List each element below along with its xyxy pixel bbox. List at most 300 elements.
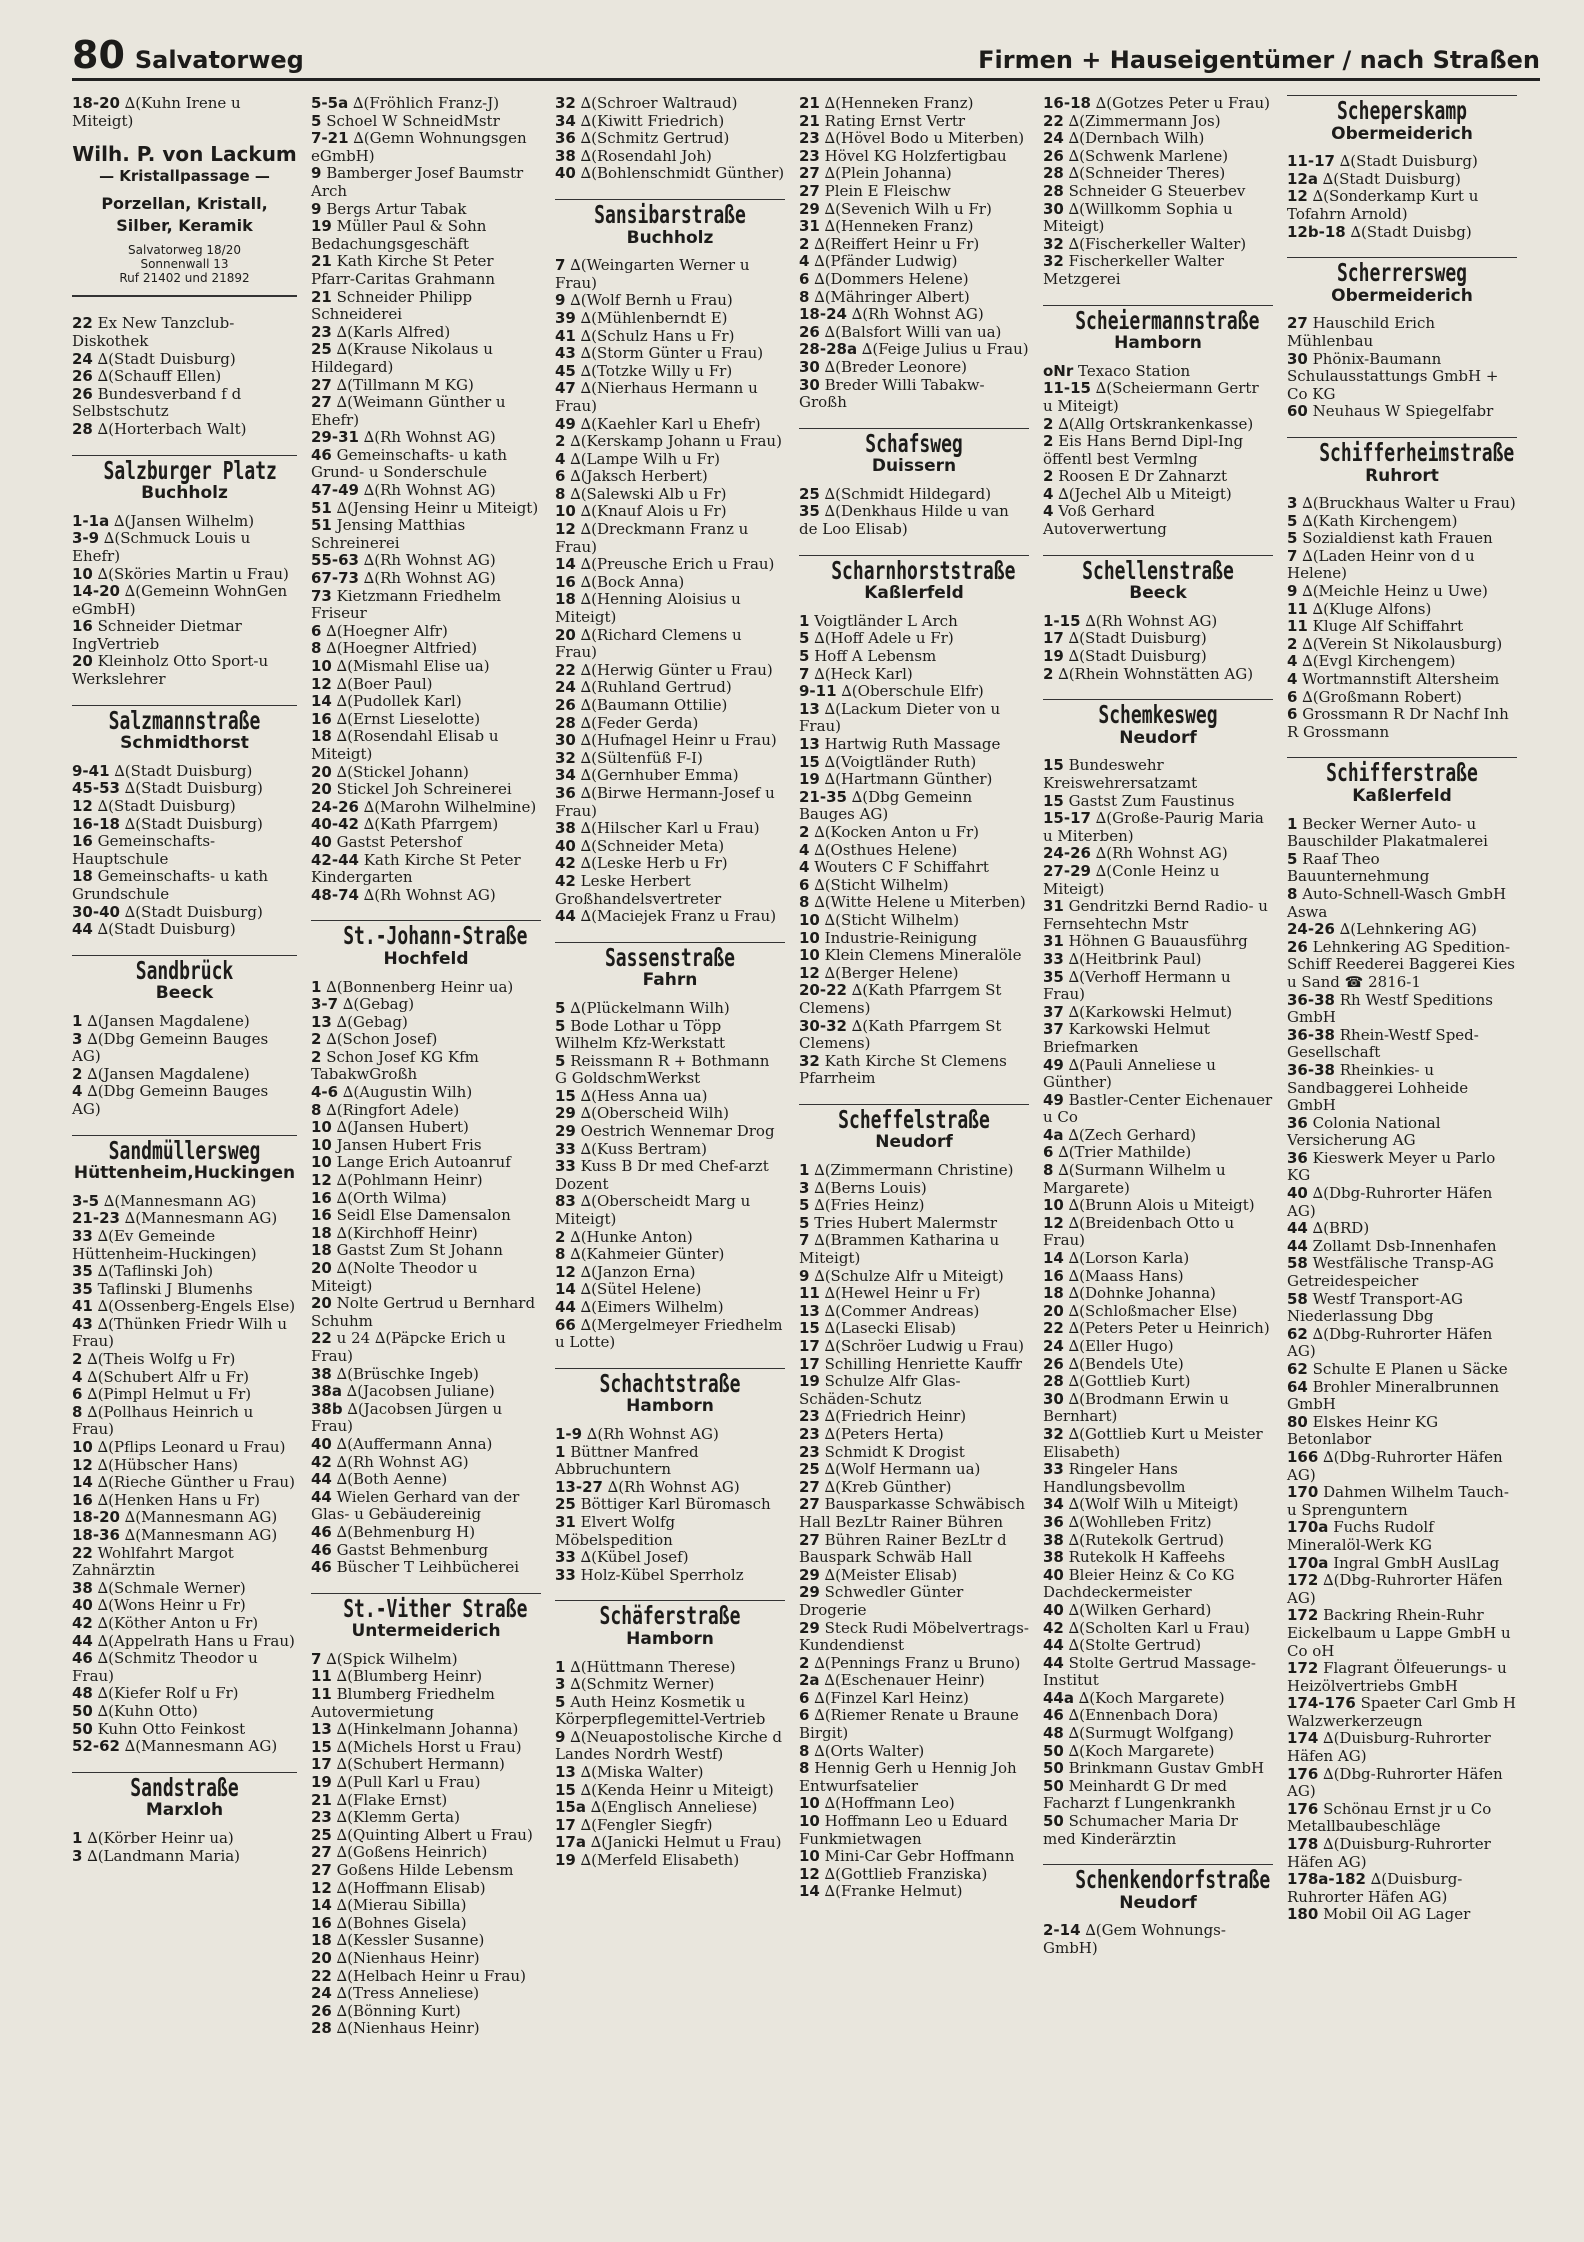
owner-name: ∆(Trier Mathilde) [1058,1143,1192,1162]
address-entry [311,95,541,113]
address-entry [799,1532,1029,1567]
owner-name: Schoel W SchneidMstr [326,111,500,130]
owner-name: ∆(Schmale Werner) [97,1578,246,1597]
owner-name: ∆(Schon Josef) [326,1030,438,1049]
address-entry [72,1580,297,1598]
owner-name: ∆(Osthues Helene) [814,840,958,859]
house-number: 28 [311,2019,332,2038]
district-name: Buchholz [626,227,714,248]
owner-name: ∆(Hoffmann Elisab) [336,1878,486,1897]
address-entry [799,1215,1029,1233]
house-number: 17 [1043,629,1064,648]
address-entry [311,1651,541,1669]
owner-name: ∆(Rh Wohnst AG) [1095,844,1228,863]
owner-name: Wortmannstift Altersheim [1302,670,1500,689]
address-entry [1287,1326,1517,1361]
house-number: 5 [1287,529,1298,548]
owner-name: ∆(Rieche Günther u Frau) [97,1473,295,1492]
house-number: 17a [555,1833,586,1852]
owner-name: ∆(Sticht Wilhelm) [824,910,960,929]
owner-name: ∆(Klemm Gerta) [336,1808,460,1827]
house-number: 37 [1043,1002,1064,1021]
directory-column [311,95,541,2038]
owner-name: ∆(Hoegner Alfr) [326,621,448,640]
address-entry [799,1356,1029,1374]
house-number: 44 [1287,1236,1308,1255]
address-entry [311,1897,541,1915]
house-number: 26 [799,322,820,341]
owner-name: Brohler Mineralbrunnen GmbH [1287,1377,1500,1414]
address-entry [555,521,785,556]
address-entry [799,183,1029,201]
address-entry [72,1597,297,1615]
house-number: 51 [311,498,332,517]
address-entry [1287,1484,1517,1519]
owner-name: ∆(Pudollek Karl) [336,692,462,711]
house-number: 30-40 [72,902,120,921]
address-entry [72,386,297,421]
house-number: 1 [72,1011,83,1030]
owner-name: ∆(Nienhaus Heinr) [336,1948,480,1967]
house-number: 15 [1043,756,1064,775]
house-number: 4-6 [311,1083,339,1102]
address-entry [1043,1496,1273,1514]
house-number: 24-26 [1287,920,1335,939]
address-entry [1043,1549,1273,1567]
section-title: Firmen + Hauseigentümer / nach Straßen [978,46,1540,74]
address-entry [799,1813,1029,1848]
street-heading [555,199,785,247]
house-number: 21 [799,94,820,112]
owner-name: ∆(Ev Gemeinde Hüttenheim-Huckingen) [72,1226,257,1263]
owner-name: ∆(Hövel Bodo u Miterben) [824,129,1025,148]
address-entry [311,1225,541,1243]
street-heading [1043,305,1273,353]
district-name: Kaßlerfeld [1352,786,1452,806]
address-entry [311,640,541,658]
address-entry [1287,188,1517,223]
owner-name: ∆(Verhoff Hermann u Frau) [1043,967,1231,1004]
ad-products: Porzellan, Kristall, Silber, Keramik [101,194,268,236]
address-entry [555,165,785,183]
address-entry [311,377,541,395]
house-number: 12b-18 [1287,222,1346,241]
house-number: 44 [311,1470,332,1489]
house-number: 4 [799,252,810,271]
owner-name: ∆(Nierhaus Hermann u Frau) [555,379,758,415]
house-number: 3 [72,1029,83,1048]
owner-name: ∆(Koch Margarete) [1068,1741,1215,1760]
street-name: Schifferheimstraße [1319,437,1515,467]
owner-name: ∆(Duisburg-Ruhrorter Häfen AG) [1287,1729,1491,1766]
owner-name: Becker Werner Auto- u Bauschilder Plakatmalerei [1287,814,1488,851]
owner-name: Hennig Gerh u Hennig Joh Entwurfsatelier [799,1759,1017,1795]
house-number: 5 [555,998,566,1017]
address-entry [799,683,1029,701]
house-number: 58 [1287,1289,1308,1308]
district-name: Duissern [871,456,957,477]
house-number: 36 [1287,1148,1308,1167]
address-entry [799,148,1029,166]
owner-name: ∆(Rh Wohnst AG) [586,1424,719,1443]
house-number: 49 [555,414,576,433]
house-number: 24-26 [311,797,359,816]
address-entry [311,1119,541,1137]
owner-name: ∆(Neuapostolische Kirche d Landes Nordrh Westf) [555,1727,783,1764]
house-number: 10 [555,502,576,521]
house-number: 18-24 [799,305,847,324]
house-number: 41 [555,326,576,345]
house-number: 166 [1287,1447,1319,1466]
house-number: 10 [799,910,820,929]
owner-name: ∆(Witte Helene u Miterben) [814,893,1026,912]
owner-name: Jansen Hubert Fris [336,1135,482,1154]
house-number: 176 [1287,1799,1319,1818]
house-number: 33 [555,1548,576,1567]
house-number: 24 [311,1984,332,2003]
house-number: 15a [555,1798,586,1817]
address-entry [555,697,785,715]
owner-name: ∆(Brüschke Ingeb) [336,1364,479,1383]
house-number: 29 [799,1618,820,1637]
address-entry [311,1844,541,1862]
house-number: 178a-182 [1287,1870,1366,1889]
address-entry [1287,1519,1517,1554]
address-entry [72,1439,297,1457]
address-entry [311,996,541,1014]
address-entry [1043,1162,1273,1197]
owner-name: ∆(Sticht Wilhelm) [814,875,949,894]
house-number: 12 [1043,1213,1064,1232]
owner-name: ∆(Goßens Heinrich) [336,1843,488,1862]
house-number: 6 [799,1688,810,1707]
house-number: 47 [555,379,576,398]
owner-name: Seidl Else Damensalon [336,1206,511,1225]
address-entry [1287,1607,1517,1660]
house-number: 26 [311,2001,332,2020]
house-number: 5 [799,1196,810,1215]
house-number: 45 [555,361,576,380]
owner-name: ∆(Schauff Ellen) [97,367,222,386]
house-number: 21 [311,1790,332,1809]
street-heading [72,705,297,753]
house-number: 22 [72,314,93,333]
house-number: 27 [799,1495,820,1514]
street-heading [72,955,297,1003]
house-number: 10 [72,1438,93,1457]
house-number: 40 [311,1434,332,1453]
house-number: 2a [799,1671,820,1690]
district-name: Obermeiderich [1331,285,1473,306]
owner-name: ∆(Jensing Heinr u Miteigt) [336,498,539,517]
owner-name: ∆(Dreckmann Franz u Frau) [555,520,749,556]
owner-name: ∆(Plein Johanna) [824,164,952,183]
house-number: 16 [72,617,93,636]
owner-name: ∆(Ossenberg-Engels Else) [97,1297,296,1316]
owner-name: ∆(Zech Gerhard) [1068,1125,1197,1144]
house-number: 33 [1043,949,1064,968]
district-name: Ruhrort [1365,465,1439,486]
address-entry [1043,1338,1273,1356]
house-number: 16-18 [72,814,120,833]
owner-name: ∆(Jacobsen Juliane) [346,1382,495,1401]
address-entry [1287,689,1517,707]
owner-name: Backring Rhein-Ruhr Eickelbaum u Lappe GmbH u Co oH [1287,1606,1511,1660]
owner-name: Kath Kirche St Clemens Pfarrheim [799,1051,1007,1088]
address-entry [311,1471,541,1489]
house-number: 27 [799,164,820,183]
owner-name: ∆(Wolf Bernh u Frau) [570,291,733,310]
address-entry [72,1228,297,1263]
owner-name: ∆(Storm Günter u Frau) [580,344,764,363]
page-header [72,33,1540,81]
directory-column [799,95,1029,2038]
owner-name: ∆(Feige Julius u Frau) [861,340,1029,359]
owner-name: ∆(Hinkelmann Johanna) [336,1720,519,1739]
owner-name: Bühren Rainer BezLtr d Bauspark Schwäb Hall [799,1530,1007,1567]
house-number: 2 [799,234,810,253]
address-entry [555,1317,785,1352]
address-entry [555,873,785,908]
address-entry [555,1764,785,1782]
house-number: 26 [72,384,93,403]
house-number: 22 [311,1329,332,1348]
address-entry [1043,1707,1273,1725]
house-number: 27 [799,181,820,200]
owner-name: ∆(Kaehler Karl u Ehefr) [580,414,761,433]
district-name: Hamborn [1114,333,1202,354]
house-number: 35 [1043,967,1064,986]
owner-name: ∆(Tillmann M KG) [336,375,474,394]
address-entry [72,868,297,903]
house-number: 1-1a [72,511,110,530]
house-number: 44 [1043,1653,1064,1672]
house-number: 25 [799,484,820,503]
owner-name: ∆(Dbg Gemeinn Bauges AG) [72,1029,269,1066]
house-number: 20 [311,1948,332,1967]
address-entry [311,1436,541,1454]
address-entry [311,1102,541,1120]
address-entry [311,1383,541,1401]
house-number: 2 [311,1030,322,1049]
address-entry [555,257,785,292]
address-entry [311,552,541,570]
owner-name: Mobil Oil AG Lager [1323,1905,1471,1924]
house-number: 46 [311,1522,332,1541]
house-number: 47-49 [311,481,359,500]
house-number: 174-176 [1287,1694,1356,1713]
address-entry [799,1303,1029,1321]
address-entry [1043,130,1273,148]
house-number: 36 [555,129,576,148]
house-number: 1 [72,1828,83,1847]
house-number: 10 [799,928,820,947]
address-entry [555,486,785,504]
house-number: 8 [1287,884,1298,903]
owner-name: Karkowski Helmut Briefmarken [1043,1020,1210,1056]
house-number: 7 [311,1649,322,1668]
address-entry [311,781,541,799]
house-number: 26 [555,696,576,714]
owner-name: Meinhardt G Dr med Facharzt f Lungenkrankh [1043,1776,1236,1813]
address-entry [1287,1906,1517,1924]
owner-name: Höhnen G Bauausführg [1068,932,1248,951]
owner-name: ∆(Ennenbach Dora) [1068,1706,1219,1725]
house-number: 2-14 [1043,1921,1081,1940]
house-number: 7 [799,1231,810,1250]
house-number: 4 [555,449,566,468]
address-entry [555,113,785,131]
house-number: 8 [1043,1161,1054,1180]
address-entry [1043,863,1273,898]
address-entry [1043,1602,1273,1620]
district-name: Neudorf [1119,727,1197,748]
address-entry [555,1246,785,1264]
house-number: 39 [555,308,576,327]
address-entry [311,979,541,997]
owner-name: ∆(Breder Leonore) [824,357,967,376]
address-entry [311,1190,541,1208]
owner-name: ∆(Stadt Duisburg) [97,797,236,816]
house-number: 44 [555,1298,576,1316]
address-entry [72,1066,297,1084]
address-entry [555,363,785,381]
owner-name: ∆(Eller Hugo) [1068,1337,1174,1355]
address-entry [799,824,1029,842]
house-number: 24 [1043,1337,1064,1355]
house-number: 27 [799,1477,820,1496]
address-entry [799,1053,1029,1088]
district-name: Neudorf [875,1132,953,1153]
ad-firm-name: Wilh. P. von Lackum [72,142,297,167]
house-number: 1-9 [555,1424,583,1443]
owner-name: ∆(Jechel Alb u Miteigt) [1058,484,1232,503]
address-entry [555,1694,785,1729]
house-number: 2 [1043,467,1054,486]
address-entry [1287,1414,1517,1449]
owner-name: Dahmen Wilhelm Tauch- u Sprenguntern [1287,1483,1509,1519]
address-entry [311,289,541,324]
owner-name: ∆(Mühlenberndt E) [580,308,728,327]
owner-name: ∆(Breidenbach Otto u Frau) [1043,1213,1235,1250]
house-number: 73 [311,586,332,605]
owner-name: ∆(Kluge Alfons) [1312,599,1432,618]
street-heading [1287,437,1517,485]
address-entry [311,728,541,763]
address-entry [1043,793,1273,811]
owner-name: ∆(Kessler Susanne) [336,1931,485,1950]
owner-name: Eis Hans Bernd Dipl-Ing öffentl best Vermlng [1043,432,1244,468]
owner-name: ∆(Kreb Günther) [824,1477,952,1496]
owner-name: ∆(Jacobsen Jürgen u Frau) [311,1399,503,1436]
address-entry [799,1444,1029,1462]
owner-name: ∆(Duisburg-Ruhrorter Häfen AG) [1287,1870,1463,1906]
house-number: 10 [799,1812,820,1831]
owner-name: ∆(Heck Karl) [814,664,913,683]
house-number: 1 [1287,814,1298,833]
owner-name: Neuhaus W Spiegelfabr [1312,402,1494,421]
owner-name: ∆(Heitbrink Paul) [1068,949,1202,968]
district-name: Fahrn [642,970,698,991]
house-number: 12 [311,674,332,693]
house-number: 13 [799,1301,820,1320]
house-number: 22 [1043,1319,1064,1338]
house-number: 15 [799,1319,820,1338]
house-number: 4 [1043,484,1054,503]
owner-name: Elvert Wolfg Möbelspedition [555,1512,676,1549]
house-number: 24-26 [1043,844,1091,863]
street-name: Sansibarstraße [594,199,746,229]
address-entry [1043,1215,1273,1250]
address-entry [311,1295,541,1330]
owner-name: ∆(Dbg-Ruhrorter Häfen AG) [1287,1184,1493,1220]
address-entry [1043,1320,1273,1338]
address-entry [799,201,1029,219]
address-entry [799,1883,1029,1901]
address-entry [799,253,1029,271]
address-entry [1043,1285,1273,1303]
address-entry [311,1454,541,1472]
owner-name: u 24 ∆(Päpcke Erich u Frau) [311,1329,506,1365]
address-entry [555,328,785,346]
address-entry [1287,1871,1517,1906]
owner-name: ∆(Auffermann Anna) [336,1434,493,1453]
house-number: 18 [555,590,576,609]
house-number: 2 [555,1227,566,1246]
house-number: 42-44 [311,850,359,869]
address-entry [555,1018,785,1053]
owner-name: ∆(Merfeld Elisabeth) [580,1851,740,1870]
house-number: 20 [311,1294,332,1313]
address-entry [1287,1238,1517,1256]
house-number: 44 [311,1487,332,1506]
owner-name: ∆(Stadt Duisburg) [1068,647,1207,666]
owner-name: Voß Gerhard Autoverwertung [1043,502,1167,539]
house-number: 22 [555,660,576,679]
house-number: 10 [1043,1196,1064,1215]
owner-name: ∆(Dernbach Wilh) [1068,129,1205,148]
house-number: 50 [72,1701,93,1720]
address-entry [1043,1356,1273,1374]
owner-name: ∆(Stadt Duisburg) [1068,629,1207,648]
address-entry [1043,1778,1273,1813]
owner-name: Schneider Dietmar IngVertrieb [72,617,242,653]
owner-name: ∆(Michels Horst u Frau) [336,1737,522,1756]
house-number: 55-63 [311,551,359,570]
owner-name: Lehnkering AG Spedition-Schiff Reederei Baggerei Kies u Sand ☎ 2816-1 [1287,937,1515,991]
house-number: 52-62 [72,1737,120,1756]
owner-name: ∆(Stickel Johann) [336,762,469,781]
address-entry [72,421,297,439]
street-name: St.-Johann-Straße [343,921,528,951]
owner-name: ∆(Meister Elisab) [824,1565,958,1584]
house-number: 18 [311,1223,332,1242]
house-number: 28 [1043,181,1064,200]
owner-name: ∆(Boer Paul) [336,674,433,693]
owner-name: Rating Ernst Vertr [824,111,966,130]
address-entry [555,345,785,363]
address-entry [799,1743,1029,1761]
house-number: 19 [799,1372,820,1391]
address-entry [555,1158,785,1193]
house-number: 36-38 [1287,990,1335,1009]
address-entry [311,500,541,518]
page-street-name: Salvatorweg [134,46,304,74]
owner-name: ∆(Hoegner Altfried) [326,639,478,658]
owner-name: Hoffmann Leo u Eduard Funkmietwagen [799,1812,1008,1848]
address-entry [555,785,785,820]
house-number: 30 [799,357,820,376]
